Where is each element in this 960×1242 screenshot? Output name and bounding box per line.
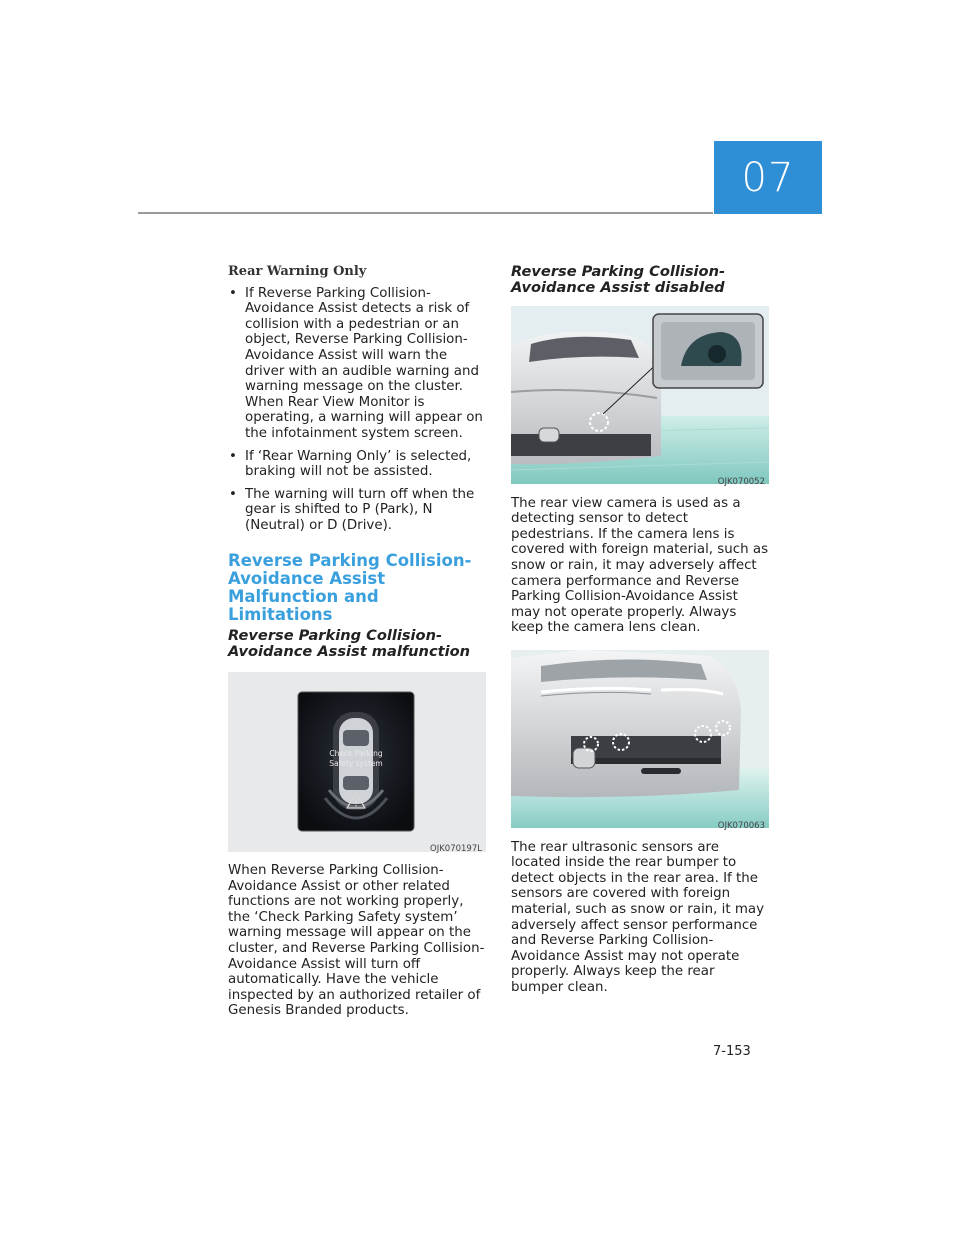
rear-camera-illustration [511, 306, 769, 484]
section-heading: Reverse Parking Collision-Avoidance Assist Malfunction and Limitations [228, 550, 472, 624]
list-item: • If ‘Rear Warning Only’ is selected, braking will not be assisted. [228, 449, 486, 480]
bullet-list [228, 286, 486, 534]
rear-sensors-figure [511, 650, 769, 832]
chapter-number: 07 [741, 154, 795, 201]
rear-sensors-illustration [511, 650, 769, 828]
figure-caption: OJK070197L [430, 844, 482, 855]
page-number: 7-153 [713, 1044, 751, 1059]
cluster-warning-illustration [228, 672, 486, 852]
sensors-paragraph: The rear ultrasonic sensors are located inside the rear bumper to detect objects in the rear area. If the sensors are covered with foreign material, such as snow or rain, it may adversely affect sensor performance and Reverse Parking Collision-Avoidance Assist may not operate properly. Always keep the rear bumper clean. [511, 839, 765, 995]
cluster-message-line1: Check Parking [329, 748, 383, 758]
rear-warning-heading: Rear Warning Only [228, 264, 367, 279]
figure-caption: OJK070063 [717, 820, 765, 831]
figure-caption: OJK070052 [717, 476, 765, 487]
rear-camera-figure [511, 306, 769, 488]
cluster-message-line2: Safety system [329, 758, 383, 768]
cluster-warning-figure [228, 672, 486, 856]
right-column [511, 264, 771, 995]
chapter-tab [714, 141, 822, 214]
camera-paragraph: The rear view camera is used as a detecting sensor to detect pedestrians. If the camera lens is covered with foreign material, such as snow or rain, it may adversely affect camera performance and Reverse Parking Collision-Avoidance Assist may not operate properly. Always keep the camera lens clean. [511, 495, 769, 636]
malfunction-subheading: Reverse Parking Collision-Avoidance Assist malfunction [228, 626, 470, 660]
malfunction-paragraph: When Reverse Parking Collision-Avoidance Assist or other related functions are not working properly, the ‘Check Parking Safety system’ warning message will appear on the cluster, and Reverse Parking Collision-Avoidance Assist will turn off automatically. Have the vehicle inspected by an authorized retailer of Genesis Branded products. [228, 863, 485, 1019]
left-column [228, 264, 486, 1019]
list-item: • If Reverse Parking Collision-Avoidance Assist detects a risk of collision with a pedestrian or an object, Reverse Parking Collision-Avoidance Assist will warn the driver with an audible warning and warning message on the cluster. When Rear View Monitor is operating, a warning will appear on the infotainment system screen. [228, 286, 486, 442]
header-rule [138, 212, 713, 214]
disabled-subheading: Reverse Parking Collision-Avoidance Assist disabled [511, 263, 726, 296]
list-item: • The warning will turn off when the gear is shifted to P (Park), N (Neutral) or D (Drive). [228, 487, 486, 534]
